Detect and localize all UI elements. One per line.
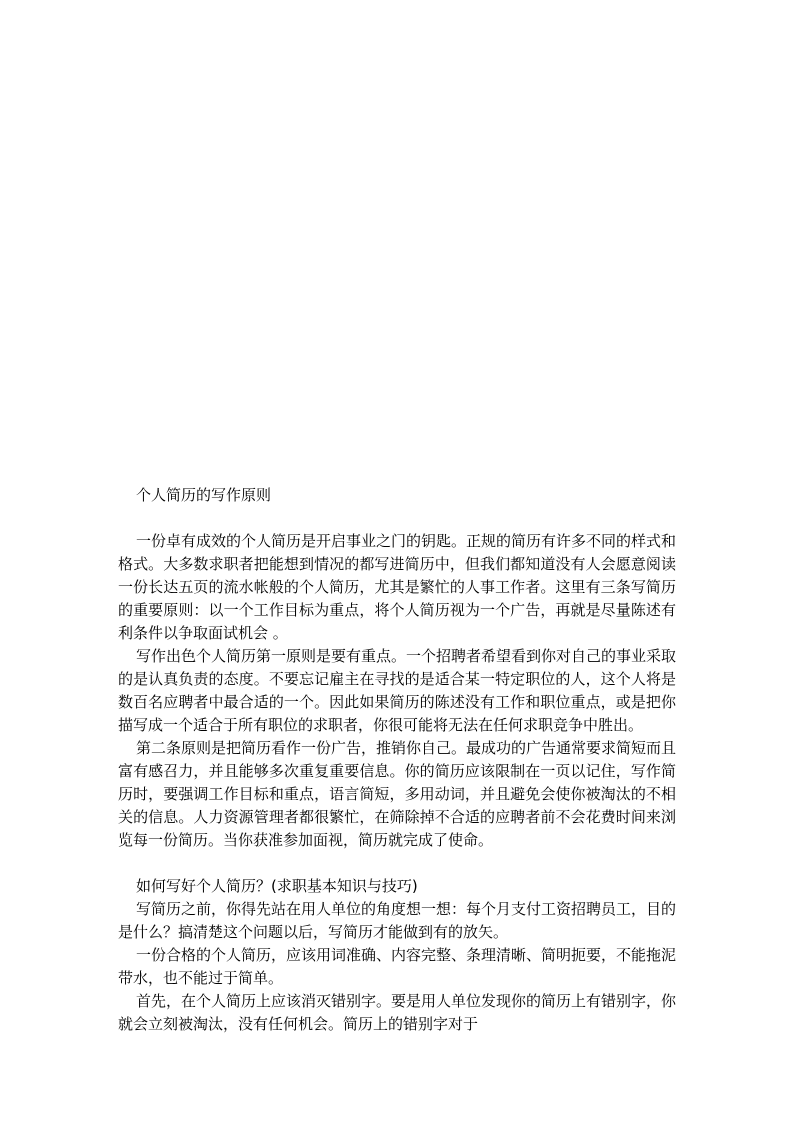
document-body: [118, 484, 676, 1036]
paragraph: 一份合格的个人简历，应该用词准确、内容完整、条理清晰、简明扼要，不能拖泥带水，也不能过于简单。: [118, 946, 677, 987]
paragraph: 写简历之前，你得先站在用人单位的角度想一想：每个月支付工资招聘员工，目的是什么？搞清楚这个问题以后，写简历才能做到有的放矢。: [118, 900, 677, 941]
section-title: 个人简历的写作原则: [136, 486, 272, 504]
section-title: 如何写好个人简历？(求职基本知识与技巧): [136, 877, 418, 895]
paragraph: 第二条原则是把简历看作一份广告，推销你自己。最成功的广告通常要求简短而且富有感召力，并且能够多次重复重要信息。你的简历应该限制在一页以记住，写作简历时，要强调工作目标和重点，语言简短，多用动词，并且避免会使你被淘汰的不相关的信息。人力资源管理者都很繁忙，在筛除掉不合适的应聘者前不会花费时间来浏览每一份简历。当你获准参加面视，简历就完成了使命。: [118, 739, 677, 849]
paragraph: 一份卓有成效的个人简历是开启事业之门的钥匙。正规的简历有许多不同的样式和格式。大多数求职者把能想到情况的都写进简历中，但我们都知道没有人会愿意阅读一份长达五页的流水帐般的个人简历，尤其是繁忙的人事工作者。这里有三条写简历的重要原则：以一个工作目标为重点，将个人简历视为一个广告，再就是尽量陈述有利条件以争取面试机会 。: [118, 532, 677, 642]
blank-line: [118, 852, 676, 875]
paragraph: 写作出色个人简历第一原则是要有重点。一个招聘者希望看到你对自己的事业采取的是认真负责的态度。不要忘记雇主在寻找的是适合某一特定职位的人，这个人将是数百名应聘者中最合适的一个。因此如果简历的陈述没有工作和职位重点，或是把你描写成一个适合于所有职位的求职者，你很可能将无法在任何求职竞争中胜出。: [118, 647, 677, 734]
blank-line: [118, 507, 676, 530]
paragraph: 首先，在个人简历上应该消灭错别字。要是用人单位发现你的简历上有错别字，你就会立刻被淘汰，没有任何机会。简历上的错别字对于: [118, 992, 677, 1033]
